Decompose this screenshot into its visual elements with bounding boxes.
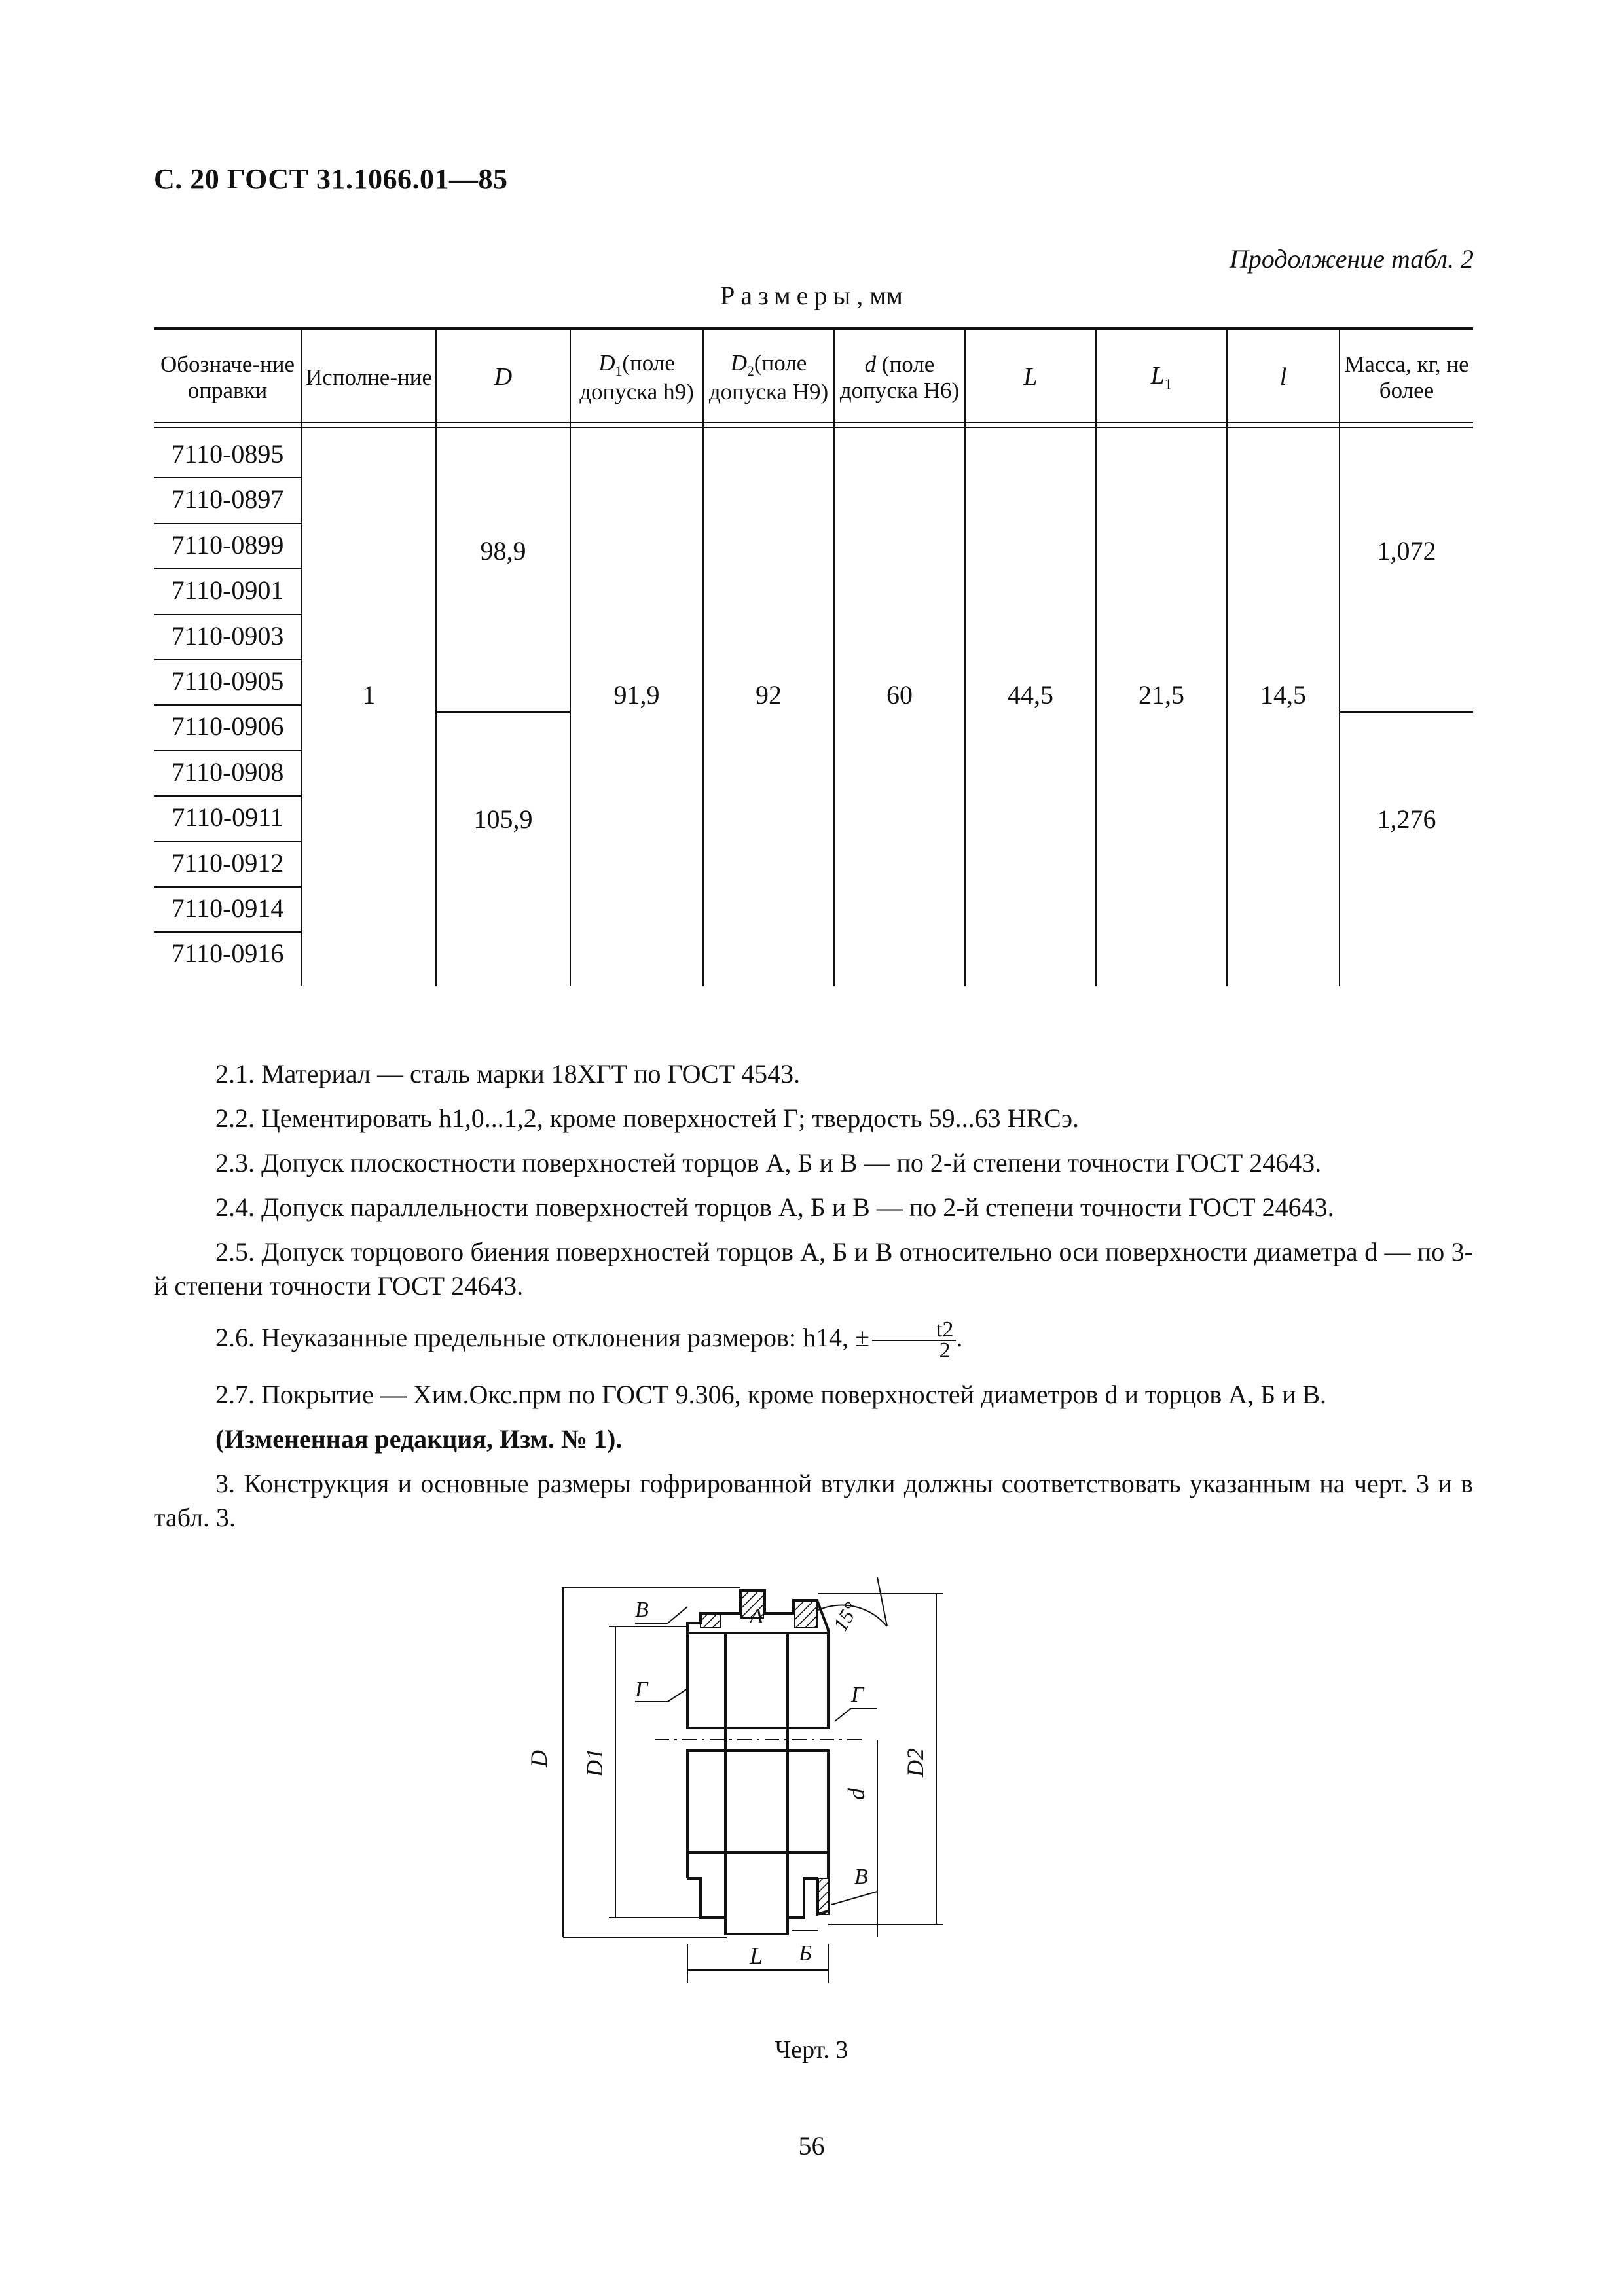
header-D1-subscript: 1 — [615, 363, 623, 379]
body-text — [154, 1057, 1473, 1545]
version-value: 1 — [362, 680, 376, 709]
header-L1-subscript: 1 — [1164, 376, 1173, 393]
l-value: 14,5 — [1260, 680, 1306, 709]
code-row-rule — [154, 750, 301, 751]
label-G-right: Г — [851, 1683, 864, 1707]
mass-split-rule — [1339, 711, 1473, 713]
header-D2-subscript: 2 — [747, 363, 754, 379]
dimensions-unit: , мм — [856, 281, 903, 310]
designation-code: 7110-0897 — [171, 484, 284, 514]
code-row-rule — [154, 523, 301, 524]
fraction-numerator: t2 — [872, 1320, 956, 1341]
designation-code: 7110-0901 — [171, 575, 284, 605]
label-D: D — [526, 1750, 552, 1767]
para-2-2: 2.2. Цементировать h1,0...1,2, кроме поверхностей Г; твердость 59...63 HRCэ. — [215, 1103, 1079, 1133]
header-L: L — [1023, 363, 1038, 391]
col-rule-6 — [964, 327, 966, 986]
header-L1-symbol: L — [1150, 361, 1165, 389]
bushing-drawing — [511, 1551, 1008, 2009]
para-2-1: 2.1. Материал — сталь марки 18ХГТ по ГОСТ 4543. — [215, 1059, 801, 1088]
col-rule-8 — [1226, 327, 1228, 986]
code-row-rule — [154, 477, 301, 478]
fraction-denominator: 2 — [939, 1338, 951, 1363]
header-version: Исполне-ние — [306, 364, 432, 390]
para-2-3: 2.3. Допуск плоскостности поверхностей торцов А, Б и В — по 2-й степени точности ГОСТ 24643. — [215, 1148, 1322, 1177]
code-row-rule — [154, 614, 301, 615]
designation-code: 7110-0905 — [171, 666, 284, 696]
page-number: 56 — [798, 2131, 825, 2161]
header-D1 — [571, 332, 702, 422]
label-D1: D1 — [581, 1748, 608, 1777]
table-header-rule-1 — [154, 422, 1473, 423]
para-2-5: 2.5. Допуск торцового биения поверхностей торцов А, Б и В относительно оси поверхности диаметра d — по 3-й степени точности ГОСТ 24643. — [154, 1237, 1473, 1300]
para-2-6-suffix: . — [956, 1323, 963, 1353]
designation-code: 7110-0899 — [171, 529, 284, 560]
designation-code: 7110-0911 — [172, 802, 283, 833]
header-D: D — [494, 363, 513, 391]
designation-code: 7110-0916 — [171, 939, 284, 969]
col-rule-9 — [1339, 327, 1340, 986]
header-d — [835, 332, 964, 422]
col-rule-3 — [570, 327, 571, 986]
dimensions-table — [154, 327, 1473, 986]
header-D2-text: (поле допуска H9) — [708, 350, 829, 405]
designation-code: 7110-0906 — [171, 711, 284, 742]
label-L: L — [750, 1943, 763, 1969]
label-angle: 15° — [828, 1598, 864, 1636]
header-D2 — [704, 332, 833, 422]
col-rule-4 — [702, 327, 704, 986]
code-row-rule — [154, 795, 301, 797]
mass-value-1: 1,072 — [1377, 536, 1436, 565]
dimensions-label — [0, 280, 1623, 311]
tolerance-fraction — [872, 1320, 956, 1361]
label-Bb: Б — [799, 1941, 812, 1965]
designation-code: 7110-0912 — [171, 848, 284, 878]
label-A: А — [750, 1604, 763, 1628]
d-value: 60 — [886, 680, 913, 709]
col-rule-5 — [833, 327, 835, 986]
dimensions-word: Размеры — [720, 281, 857, 310]
code-row-rule — [154, 568, 301, 569]
table-header-rule-2 — [154, 427, 1473, 428]
label-D2: D2 — [902, 1748, 928, 1777]
mass-value-2: 1,276 — [1377, 804, 1436, 834]
para-2-6 — [154, 1320, 1473, 1361]
header-D1-text: (поле допуска h9) — [579, 350, 694, 405]
designation-code: 7110-0908 — [171, 757, 284, 787]
code-row-rule — [154, 659, 301, 660]
table-top-rule — [154, 327, 1473, 330]
D1-value: 91,9 — [613, 680, 660, 709]
label-B-bottom: В — [854, 1865, 868, 1889]
col-rule-1 — [301, 327, 302, 986]
col-rule-7 — [1095, 327, 1097, 986]
header-L1 — [1097, 332, 1226, 422]
header-mass: Масса, кг, не более — [1344, 351, 1469, 403]
D-value-2: 105,9 — [473, 804, 533, 834]
D-value-1: 98,9 — [480, 536, 526, 565]
page-header: С. 20 ГОСТ 31.1066.01—85 — [154, 163, 508, 195]
amendment-note: (Измененная редакция, Изм. № 1). — [215, 1424, 623, 1454]
L1-value: 21,5 — [1139, 680, 1184, 709]
code-row-rule — [154, 886, 301, 888]
D-split-rule — [435, 711, 570, 713]
header-D1-symbol: D — [598, 350, 615, 376]
col-rule-2 — [435, 327, 437, 986]
code-row-rule — [154, 931, 301, 933]
designation-code: 7110-0903 — [171, 620, 284, 651]
label-d: d — [843, 1788, 869, 1800]
header-l: l — [1279, 363, 1287, 391]
code-row-rule — [154, 841, 301, 842]
header-D2-symbol: D — [730, 350, 747, 376]
table-continuation-label: Продолжение табл. 2 — [1229, 244, 1474, 274]
para-2-4: 2.4. Допуск параллельности поверхностей торцов А, Б и В — по 2-й степени точности ГОСТ 24643. — [215, 1193, 1334, 1222]
header-d-text: (поле допуска H6) — [839, 351, 960, 403]
D2-value: 92 — [756, 680, 782, 709]
header-d-symbol: d — [864, 351, 877, 378]
para-2-6-text: 2.6. Неуказанные предельные отклонения размеров: h14, ± — [215, 1323, 869, 1353]
para-2-7: 2.7. Покрытие — Хим.Окс.прм по ГОСТ 9.306, кроме поверхностей диаметров d и торцов А, Б и В. — [215, 1380, 1327, 1409]
designation-code: 7110-0895 — [171, 439, 284, 469]
figure-caption: Черт. 3 — [775, 2036, 848, 2064]
label-B-top: В — [635, 1598, 649, 1622]
label-G-left: Г — [635, 1677, 648, 1702]
para-3: 3. Конструкция и основные размеры гофрированной втулки должны соответствовать указанным на черт. 3 и в табл. 3. — [154, 1469, 1473, 1532]
designation-code: 7110-0914 — [171, 893, 284, 923]
code-row-rule — [154, 704, 301, 706]
header-designation: Обозначе-ние оправки — [160, 351, 295, 403]
L-value: 44,5 — [1008, 680, 1053, 709]
